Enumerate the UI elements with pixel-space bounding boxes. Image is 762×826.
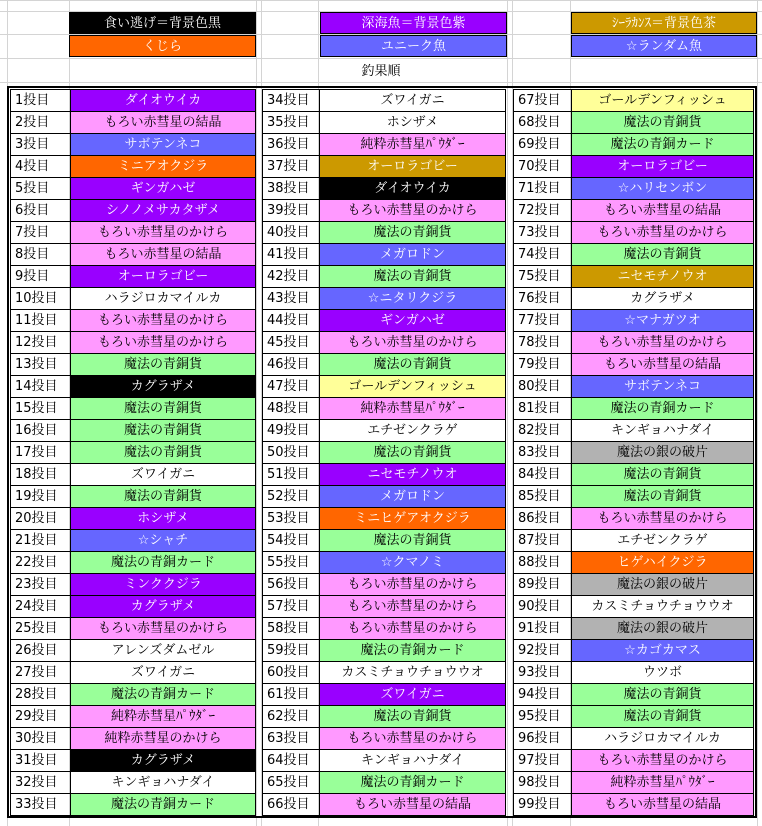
cast-number: 20投目 (10, 507, 70, 530)
cast-number: 25投目 (10, 617, 70, 640)
catch-name: カグラザメ (70, 749, 256, 772)
catch-name: オーロラゴビー (70, 265, 256, 288)
catch-name: ゴールデンフィッシュ (319, 375, 506, 398)
cast-number: 59投目 (262, 639, 319, 662)
legend-item: 食い逃げ＝背景色黒 (69, 12, 256, 34)
cast-number: 71投目 (513, 177, 571, 200)
catch-name: カスミチョウチョウウオ (319, 661, 506, 684)
cast-number: 7投目 (10, 221, 70, 244)
cast-number: 87投目 (513, 529, 571, 552)
cast-number: 90投目 (513, 595, 571, 618)
catch-name: 魔法の青銅貨 (70, 441, 256, 464)
catch-name: ミニアオクジラ (70, 155, 256, 178)
catch-name: キンギョハナダイ (571, 419, 754, 442)
catch-name: カグラザメ (571, 287, 754, 310)
cast-number: 10投目 (10, 287, 70, 310)
catch-name: ズワイガニ (70, 661, 256, 684)
cast-number: 86投目 (513, 507, 571, 530)
catch-name: 純粋赤彗星ﾊﾟｳﾀﾞｰ (571, 771, 754, 794)
catch-name: カスミチョウチョウウオ (571, 595, 754, 618)
cast-number: 41投目 (262, 243, 319, 266)
catch-name: もろい赤彗星の結晶 (571, 793, 754, 816)
cast-number: 43投目 (262, 287, 319, 310)
cast-number: 62投目 (262, 705, 319, 728)
cast-number: 17投目 (10, 441, 70, 464)
cast-number: 30投目 (10, 727, 70, 750)
cast-number: 14投目 (10, 375, 70, 398)
legend-item: くじら (69, 35, 256, 57)
catch-name: ウツボ (571, 661, 754, 684)
gridline (757, 0, 758, 826)
cast-number: 56投目 (262, 573, 319, 596)
cast-number: 29投目 (10, 705, 70, 728)
cast-number: 58投目 (262, 617, 319, 640)
cast-number: 11投目 (10, 309, 70, 332)
catch-name: 魔法の青銅貨 (571, 463, 754, 486)
cast-number: 61投目 (262, 683, 319, 706)
catch-name: 魔法の青銅貨 (319, 221, 506, 244)
cast-number: 8投目 (10, 243, 70, 266)
catch-name: もろい赤彗星のかけら (319, 617, 506, 640)
catch-name: 魔法の青銅貨 (70, 397, 256, 420)
cast-number: 93投目 (513, 661, 571, 684)
catch-name: 魔法の青銅カード (319, 639, 506, 662)
cast-number: 28投目 (10, 683, 70, 706)
cast-number: 18投目 (10, 463, 70, 486)
cast-number: 27投目 (10, 661, 70, 684)
cast-number: 65投目 (262, 771, 319, 794)
cast-number: 98投目 (513, 771, 571, 794)
catch-name: サボテンネコ (571, 375, 754, 398)
catch-name: ズワイガニ (319, 89, 506, 112)
cast-number: 66投目 (262, 793, 319, 816)
cast-number: 84投目 (513, 463, 571, 486)
cast-number: 12投目 (10, 331, 70, 354)
catch-name: ハラジロカマイルカ (70, 287, 256, 310)
catch-name: 魔法の銀の破片 (571, 617, 754, 640)
catch-name: 魔法の青銅貨 (70, 353, 256, 376)
catch-name: エチゼンクラゲ (319, 419, 506, 442)
catch-name: アレンズダムゼル (70, 639, 256, 662)
catch-name: 魔法の青銅貨 (571, 705, 754, 728)
cast-number: 21投目 (10, 529, 70, 552)
catch-name: もろい赤彗星のかけら (571, 507, 754, 530)
cast-number: 48投目 (262, 397, 319, 420)
cast-number: 32投目 (10, 771, 70, 794)
catch-name: ダイオウイカ (319, 177, 506, 200)
cast-number: 69投目 (513, 133, 571, 156)
cast-number: 37投目 (262, 155, 319, 178)
cast-number: 57投目 (262, 595, 319, 618)
catch-name: 魔法の青銅貨 (571, 243, 754, 266)
cast-number: 42投目 (262, 265, 319, 288)
catch-name: 魔法の青銅貨 (319, 705, 506, 728)
catch-name: もろい赤彗星のかけら (70, 331, 256, 354)
catch-name: 純粋赤彗星ﾊﾟｳﾀﾞｰ (319, 397, 506, 420)
catch-name: 魔法の青銅貨 (571, 683, 754, 706)
cast-number: 53投目 (262, 507, 319, 530)
catch-name: ズワイガニ (319, 683, 506, 706)
cast-number: 13投目 (10, 353, 70, 376)
cast-number: 51投目 (262, 463, 319, 486)
catch-name: メガロドン (319, 243, 506, 266)
legend-item: ユニーク魚 (320, 35, 507, 57)
gridline (0, 0, 762, 1)
cast-number: 74投目 (513, 243, 571, 266)
cast-number: 94投目 (513, 683, 571, 706)
catch-name: ☆クマノミ (319, 551, 506, 574)
cast-number: 2投目 (10, 111, 70, 134)
cast-number: 95投目 (513, 705, 571, 728)
cast-number: 75投目 (513, 265, 571, 288)
catch-name: もろい赤彗星のかけら (319, 727, 506, 750)
cast-number: 24投目 (10, 595, 70, 618)
catch-name: 純粋赤彗星ﾊﾟｳﾀﾞｰ (70, 705, 256, 728)
catch-name: もろい赤彗星の結晶 (70, 243, 256, 266)
catch-name: ☆ハリセンボン (571, 177, 754, 200)
cast-number: 73投目 (513, 221, 571, 244)
catch-name: 魔法の青銅貨 (319, 529, 506, 552)
cast-number: 96投目 (513, 727, 571, 750)
cast-number: 63投目 (262, 727, 319, 750)
cast-number: 52投目 (262, 485, 319, 508)
cast-number: 99投目 (513, 793, 571, 816)
cast-number: 55投目 (262, 551, 319, 574)
cast-number: 3投目 (10, 133, 70, 156)
cast-number: 78投目 (513, 331, 571, 354)
cast-number: 76投目 (513, 287, 571, 310)
cast-number: 50投目 (262, 441, 319, 464)
cast-number: 4投目 (10, 155, 70, 178)
catch-name: 魔法の銀の破片 (571, 441, 754, 464)
cast-number: 79投目 (513, 353, 571, 376)
catch-name: ☆マナガツオ (571, 309, 754, 332)
cast-number: 64投目 (262, 749, 319, 772)
catch-name: オーロラゴビー (319, 155, 506, 178)
catch-name: もろい赤彗星の結晶 (70, 111, 256, 134)
catch-name: ヒゲハイクジラ (571, 551, 754, 574)
cast-number: 31投目 (10, 749, 70, 772)
cast-number: 45投目 (262, 331, 319, 354)
catch-name: ニセモチノウオ (319, 463, 506, 486)
cast-number: 97投目 (513, 749, 571, 772)
cast-number: 81投目 (513, 397, 571, 420)
catch-name: 純粋赤彗星ﾊﾟｳﾀﾞｰ (319, 133, 506, 156)
gridline (0, 58, 762, 59)
catch-name: 魔法の青銅カード (571, 397, 754, 420)
catch-name: もろい赤彗星のかけら (70, 221, 256, 244)
cast-number: 46投目 (262, 353, 319, 376)
catch-name: 魔法の青銅貨 (571, 111, 754, 134)
catch-name: キンギョハナダイ (70, 771, 256, 794)
legend-item: ｼｰﾗｶﾝｽ＝背景色茶 (571, 12, 757, 34)
cast-number: 6投目 (10, 199, 70, 222)
catch-name: もろい赤彗星のかけら (319, 595, 506, 618)
catch-name: 魔法の銀の破片 (571, 573, 754, 596)
cast-number: 80投目 (513, 375, 571, 398)
cast-number: 38投目 (262, 177, 319, 200)
catch-name: サボテンネコ (70, 133, 256, 156)
catch-name: シノノメサカタザメ (70, 199, 256, 222)
catch-name: もろい赤彗星のかけら (319, 331, 506, 354)
catch-name: ホシザメ (319, 111, 506, 134)
catch-name: ダイオウイカ (70, 89, 256, 112)
catch-name: 魔法の青銅カード (70, 551, 256, 574)
gridline (0, 82, 762, 83)
catch-name: ☆カゴカマス (571, 639, 754, 662)
cast-number: 47投目 (262, 375, 319, 398)
cast-number: 1投目 (10, 89, 70, 112)
catch-name: もろい赤彗星のかけら (70, 617, 256, 640)
cast-number: 5投目 (10, 177, 70, 200)
catch-name: もろい赤彗星の結晶 (571, 199, 754, 222)
cast-number: 26投目 (10, 639, 70, 662)
cast-number: 39投目 (262, 199, 319, 222)
catch-name: 魔法の青銅貨 (70, 419, 256, 442)
catch-name: 魔法の青銅貨 (319, 353, 506, 376)
catch-name: ホシザメ (70, 507, 256, 530)
catch-name: 魔法の青銅貨 (319, 265, 506, 288)
cast-number: 60投目 (262, 661, 319, 684)
catch-name: ニセモチノウオ (571, 265, 754, 288)
cast-number: 49投目 (262, 419, 319, 442)
section-title: 釣果順 (361, 63, 401, 79)
catch-name: メガロドン (319, 485, 506, 508)
cast-number: 35投目 (262, 111, 319, 134)
catch-name: 魔法の青銅貨 (319, 441, 506, 464)
cast-number: 19投目 (10, 485, 70, 508)
cast-number: 83投目 (513, 441, 571, 464)
legend-item: ☆ランダム魚 (571, 35, 757, 57)
cast-number: 85投目 (513, 485, 571, 508)
cast-number: 34投目 (262, 89, 319, 112)
catch-name: もろい赤彗星のかけら (571, 221, 754, 244)
cast-number: 54投目 (262, 529, 319, 552)
catch-name: ハラジロカマイルカ (571, 727, 754, 750)
cast-number: 77投目 (513, 309, 571, 332)
cast-number: 44投目 (262, 309, 319, 332)
cast-number: 89投目 (513, 573, 571, 596)
catch-name: 魔法の青銅貨 (70, 485, 256, 508)
catch-name: ギンガハゼ (70, 177, 256, 200)
cast-number: 68投目 (513, 111, 571, 134)
catch-name: もろい赤彗星のかけら (319, 573, 506, 596)
cast-number: 16投目 (10, 419, 70, 442)
catch-name: ☆ニタリクジラ (319, 287, 506, 310)
catch-name: 魔法の青銅貨 (571, 485, 754, 508)
catch-name: オーロラゴビー (571, 155, 754, 178)
cast-number: 15投目 (10, 397, 70, 420)
legend-item: 深海魚＝背景色紫 (320, 12, 507, 34)
catch-name: もろい赤彗星の結晶 (319, 793, 506, 816)
cast-number: 92投目 (513, 639, 571, 662)
cast-number: 91投目 (513, 617, 571, 640)
cast-number: 82投目 (513, 419, 571, 442)
catch-name: ☆シャチ (70, 529, 256, 552)
catch-name: 魔法の青銅カード (70, 683, 256, 706)
catch-name: ミンククジラ (70, 573, 256, 596)
catch-name: ミニヒゲアオクジラ (319, 507, 506, 530)
cast-number: 72投目 (513, 199, 571, 222)
catch-name: エチゼンクラゲ (571, 529, 754, 552)
cast-number: 36投目 (262, 133, 319, 156)
cast-number: 70投目 (513, 155, 571, 178)
catch-name: 魔法の青銅カード (319, 771, 506, 794)
cast-number: 9投目 (10, 265, 70, 288)
cast-number: 67投目 (513, 89, 571, 112)
catch-name: 魔法の青銅カード (70, 793, 256, 816)
catch-name: もろい赤彗星のかけら (70, 309, 256, 332)
cast-number: 88投目 (513, 551, 571, 574)
catch-name: カグラザメ (70, 595, 256, 618)
catch-name: ゴールデンフィッシュ (571, 89, 754, 112)
catch-name: 純粋赤彗星のかけら (70, 727, 256, 750)
catch-name: 魔法の青銅カード (571, 133, 754, 156)
cast-number: 33投目 (10, 793, 70, 816)
catch-name: ズワイガニ (70, 463, 256, 486)
catch-name: もろい赤彗星のかけら (571, 749, 754, 772)
catch-name: ギンガハゼ (319, 309, 506, 332)
catch-name: もろい赤彗星のかけら (571, 331, 754, 354)
catch-name: もろい赤彗星の結晶 (571, 353, 754, 376)
cast-number: 23投目 (10, 573, 70, 596)
catch-name: カグラザメ (70, 375, 256, 398)
catch-name: もろい赤彗星のかけら (319, 199, 506, 222)
cast-number: 40投目 (262, 221, 319, 244)
catch-name: キンギョハナダイ (319, 749, 506, 772)
cast-number: 22投目 (10, 551, 70, 574)
